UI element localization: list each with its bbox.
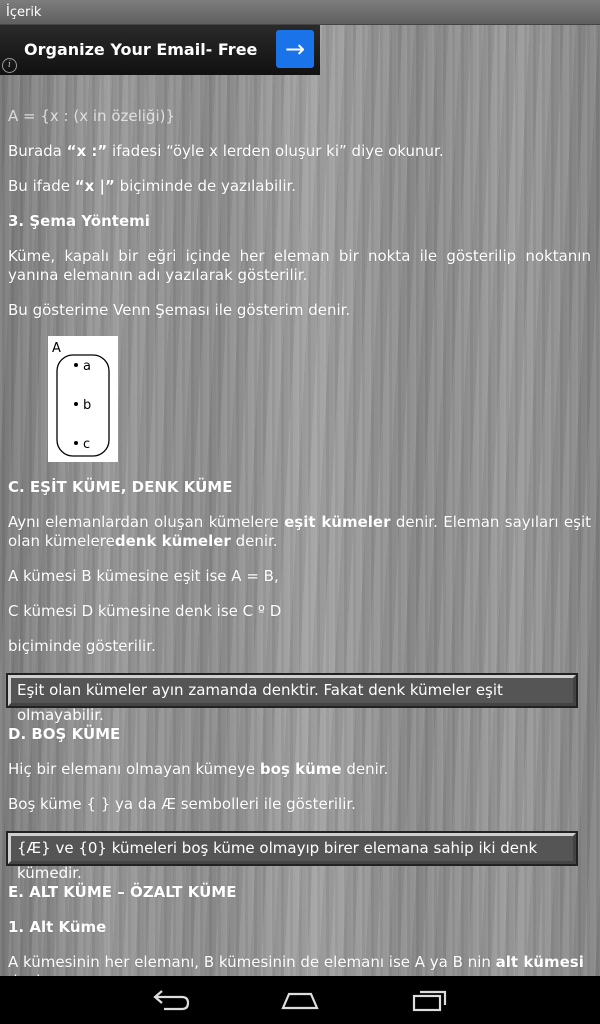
content-area[interactable] <box>0 25 600 976</box>
section-heading: 1. Alt Küme <box>8 918 107 936</box>
home-icon[interactable] <box>279 986 321 1014</box>
navigation-bar <box>0 976 600 1024</box>
ad-text[interactable]: Organize Your Email- Free <box>24 40 258 59</box>
paragraph: Hiç bir elemanı olmayan kümeye boş küme denir. <box>8 760 389 778</box>
venn-diagram <box>48 336 118 462</box>
paragraph: Küme, kapalı bir eğri içinde her eleman bir nokta ile gösterilip noktanın yanına elemanın adı yazılarak gösterilir. <box>8 247 591 284</box>
paragraph: Bu ifade “x |” biçiminde de yazılabilir. <box>8 177 297 195</box>
info-box: {Æ} ve {0} kümeleri boş küme olmayıp birer elemana sahip iki denk kümedir. <box>8 833 576 864</box>
section-heading: D. BOŞ KÜME <box>8 725 121 743</box>
paragraph: Burada “x :” ifadesi “öyle x lerden oluşur ki” diye okunur. <box>8 142 444 160</box>
paragraph: Bu gösterime Venn Şeması ile gösterim denir. <box>8 301 351 319</box>
ad-banner[interactable] <box>0 25 320 75</box>
paragraph: Boş küme { } ya da Æ sembolleri ile gösterilir. <box>8 795 356 813</box>
venn-element-label: a <box>83 359 91 374</box>
section-heading: 3. Şema Yöntemi <box>8 212 150 230</box>
venn-element-label: b <box>83 398 92 413</box>
section-heading: E. ALT KÜME – ÖZALT KÜME <box>8 883 237 901</box>
venn-set-label: A <box>52 341 61 356</box>
paragraph: A kümesi B kümesine eşit ise A = B, <box>8 567 279 585</box>
back-icon[interactable] <box>150 986 192 1014</box>
ad-arrow-button[interactable]: → <box>276 30 314 68</box>
recent-apps-icon[interactable] <box>408 986 450 1014</box>
info-box: Eşit olan kümeler ayın zamanda denktir. Fakat denk kümeler eşit olmayabilir. <box>8 675 576 706</box>
paragraph: C kümesi D kümesine denk ise C º D <box>8 602 282 620</box>
paragraph: biçiminde gösterilir. <box>8 637 156 655</box>
partial-text-line: A = {x : (x in özeliği)} <box>8 107 176 125</box>
ad-info-icon[interactable]: i <box>2 58 17 73</box>
paragraph: A kümesinin her elemanı, B kümesinin de elemanı ise A ya B nin alt kümesi <box>8 953 584 971</box>
section-heading: C. EŞİT KÜME, DENK KÜME <box>8 478 233 496</box>
window-title: İçerik <box>0 0 600 25</box>
paragraph: Aynı elemanlardan oluşan kümelere eşit kümeler denir. Eleman sayıları eşit olan kümeleredenk kümeler denir. <box>8 513 592 550</box>
venn-element-label: c <box>83 437 91 452</box>
venn-point <box>74 363 78 367</box>
venn-point <box>74 441 78 445</box>
venn-point <box>74 402 78 406</box>
